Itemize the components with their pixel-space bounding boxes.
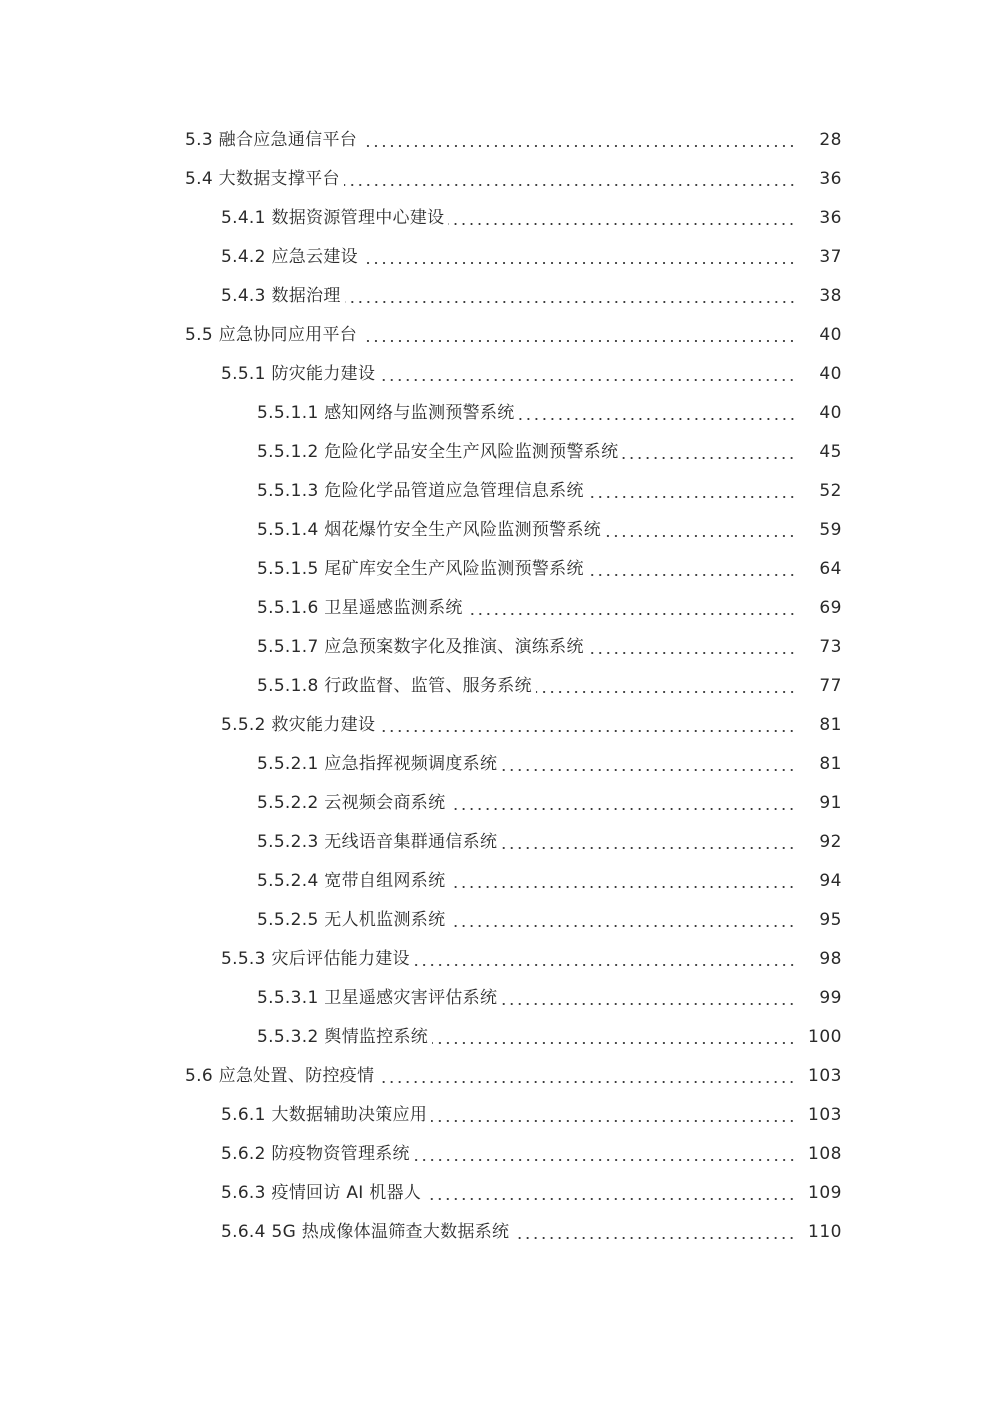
toc-entry bbox=[0, 589, 992, 628]
toc-page-number: 98 bbox=[819, 949, 842, 969]
toc-entry-label: 5.5.1.4 烟花爆竹安全生产风险监测预警系统 bbox=[257, 520, 602, 540]
toc-entry-label: 5.3 融合应急通信平台 bbox=[185, 130, 358, 150]
toc-page-number: 99 bbox=[819, 988, 842, 1008]
toc-page-number: 59 bbox=[819, 520, 842, 540]
toc-dot-leader bbox=[379, 379, 796, 381]
toc-entry bbox=[0, 706, 992, 745]
toc-entry bbox=[0, 862, 992, 901]
toc-page-number: 81 bbox=[819, 715, 842, 735]
toc-dot-leader bbox=[361, 145, 796, 147]
toc-page-number: 103 bbox=[808, 1105, 842, 1125]
toc-page-number: 108 bbox=[808, 1144, 842, 1164]
toc-page-number: 95 bbox=[819, 910, 842, 930]
toc-entry-label: 5.5.2.3 无线语音集群通信系统 bbox=[257, 832, 498, 852]
toc-dot-leader bbox=[588, 574, 796, 576]
toc-entry-label: 5.5.1.8 行政监督、监管、服务系统 bbox=[257, 676, 532, 696]
toc-entry-label: 5.6.4 5G 热成像体温筛查大数据系统 bbox=[221, 1222, 510, 1242]
toc-entry-label: 5.6.1 大数据辅助决策应用 bbox=[221, 1105, 428, 1125]
toc-page-number: 73 bbox=[819, 637, 842, 657]
toc-entry bbox=[0, 1135, 992, 1174]
toc-page-number: 103 bbox=[808, 1066, 842, 1086]
toc-page-number: 64 bbox=[819, 559, 842, 579]
toc-page-number: 109 bbox=[808, 1183, 842, 1203]
toc-page-number: 91 bbox=[819, 793, 842, 813]
toc-entry-label: 5.5.1.5 尾矿库安全生产风险监测预警系统 bbox=[257, 559, 584, 579]
toc-entry bbox=[0, 1213, 992, 1252]
toc-page-number: 92 bbox=[819, 832, 842, 852]
toc-entry-label: 5.5 应急协同应用平台 bbox=[185, 325, 358, 345]
toc-dot-leader bbox=[361, 340, 796, 342]
toc-entry-label: 5.5.3.2 舆情监控系统 bbox=[257, 1027, 429, 1047]
toc-dot-leader bbox=[501, 769, 796, 771]
toc-dot-leader bbox=[425, 1198, 796, 1200]
toc-entry bbox=[0, 160, 992, 199]
toc-entry bbox=[0, 1174, 992, 1213]
toc-entry-label: 5.5.2.2 云视频会商系统 bbox=[257, 793, 446, 813]
toc-entry-label: 5.4 大数据支撑平台 bbox=[185, 169, 340, 189]
toc-entry-label: 5.4.3 数据治理 bbox=[221, 286, 341, 306]
toc-page-number: 36 bbox=[819, 208, 842, 228]
toc-entry-label: 5.6 应急处置、防控疫情 bbox=[185, 1066, 375, 1086]
toc-dot-leader bbox=[501, 847, 796, 849]
toc-page-number: 69 bbox=[819, 598, 842, 618]
toc-page-number: 45 bbox=[819, 442, 842, 462]
toc-entry bbox=[0, 121, 992, 160]
toc-entry-label: 5.5.2.1 应急指挥视频调度系统 bbox=[257, 754, 498, 774]
toc-entry-label: 5.5.3.1 卫星遥感灾害评估系统 bbox=[257, 988, 498, 1008]
toc-entry bbox=[0, 433, 992, 472]
toc-page-number: 100 bbox=[808, 1027, 842, 1047]
toc-entry bbox=[0, 355, 992, 394]
toc-entry bbox=[0, 238, 992, 277]
toc-page-number: 40 bbox=[819, 364, 842, 384]
toc-entry-label: 5.5.2 救灾能力建设 bbox=[221, 715, 376, 735]
toc-entry-label: 5.5.1.7 应急预案数字化及推演、演练系统 bbox=[257, 637, 584, 657]
toc-dot-leader bbox=[501, 1003, 796, 1005]
toc-dot-leader bbox=[379, 730, 796, 732]
toc-dot-leader bbox=[449, 886, 796, 888]
toc-page-number: 36 bbox=[819, 169, 842, 189]
toc-entry-label: 5.5.1.3 危险化学品管道应急管理信息系统 bbox=[257, 481, 584, 501]
toc-entry bbox=[0, 277, 992, 316]
toc-dot-leader bbox=[605, 535, 796, 537]
toc-entry bbox=[0, 1057, 992, 1096]
toc-dot-leader bbox=[448, 223, 796, 225]
toc-dot-leader bbox=[449, 808, 796, 810]
toc-page-number: 37 bbox=[819, 247, 842, 267]
toc-page-number: 94 bbox=[819, 871, 842, 891]
toc-page-number: 52 bbox=[819, 481, 842, 501]
toc-page-number: 38 bbox=[819, 286, 842, 306]
toc-dot-leader bbox=[449, 925, 796, 927]
toc-page-number: 40 bbox=[819, 403, 842, 423]
toc-dot-leader bbox=[536, 691, 796, 693]
toc-entry bbox=[0, 1096, 992, 1135]
toc-entry bbox=[0, 940, 992, 979]
toc-entry bbox=[0, 472, 992, 511]
toc-entry bbox=[0, 199, 992, 238]
toc-entry-label: 5.5.2.4 宽带自组网系统 bbox=[257, 871, 446, 891]
toc-dot-leader bbox=[622, 457, 796, 459]
toc-entry-label: 5.4.1 数据资源管理中心建设 bbox=[221, 208, 445, 228]
toc-page-number: 28 bbox=[819, 130, 842, 150]
toc-entry bbox=[0, 667, 992, 706]
toc-page-number: 110 bbox=[808, 1222, 842, 1242]
toc-entry bbox=[0, 745, 992, 784]
toc-entry bbox=[0, 979, 992, 1018]
toc-entry bbox=[0, 511, 992, 550]
toc-dot-leader bbox=[345, 301, 796, 303]
toc-dot-leader bbox=[519, 418, 796, 420]
toc-entry bbox=[0, 823, 992, 862]
toc-entry bbox=[0, 1018, 992, 1057]
toc-entry-label: 5.5.1.2 危险化学品安全生产风险监测预警系统 bbox=[257, 442, 619, 462]
toc-page-number: 77 bbox=[819, 676, 842, 696]
toc-entry bbox=[0, 901, 992, 940]
toc-entry-label: 5.6.3 疫情回访 AI 机器人 bbox=[221, 1183, 422, 1203]
toc-dot-leader bbox=[432, 1042, 796, 1044]
toc-entry-label: 5.5.1 防灾能力建设 bbox=[221, 364, 376, 384]
toc-dot-leader bbox=[513, 1237, 796, 1239]
toc-entry-label: 5.5.1.1 感知网络与监测预警系统 bbox=[257, 403, 515, 423]
toc-dot-leader bbox=[588, 652, 796, 654]
toc-entry bbox=[0, 628, 992, 667]
toc-entry-label: 5.4.2 应急云建设 bbox=[221, 247, 358, 267]
table-of-contents bbox=[0, 121, 992, 1252]
toc-entry bbox=[0, 394, 992, 433]
toc-dot-leader bbox=[378, 1081, 796, 1083]
toc-entry-label: 5.5.3 灾后评估能力建设 bbox=[221, 949, 410, 969]
toc-dot-leader bbox=[414, 1159, 796, 1161]
toc-dot-leader bbox=[414, 964, 796, 966]
toc-entry bbox=[0, 784, 992, 823]
toc-entry bbox=[0, 550, 992, 589]
toc-dot-leader bbox=[344, 184, 796, 186]
toc-dot-leader bbox=[362, 262, 796, 264]
toc-entry-label: 5.6.2 防疫物资管理系统 bbox=[221, 1144, 410, 1164]
toc-entry-label: 5.5.1.6 卫星遥感监测系统 bbox=[257, 598, 463, 618]
toc-page-number: 81 bbox=[819, 754, 842, 774]
toc-dot-leader bbox=[467, 613, 796, 615]
toc-entry bbox=[0, 316, 992, 355]
toc-dot-leader bbox=[431, 1120, 796, 1122]
toc-entry-label: 5.5.2.5 无人机监测系统 bbox=[257, 910, 446, 930]
toc-dot-leader bbox=[588, 496, 796, 498]
toc-page-number: 40 bbox=[819, 325, 842, 345]
